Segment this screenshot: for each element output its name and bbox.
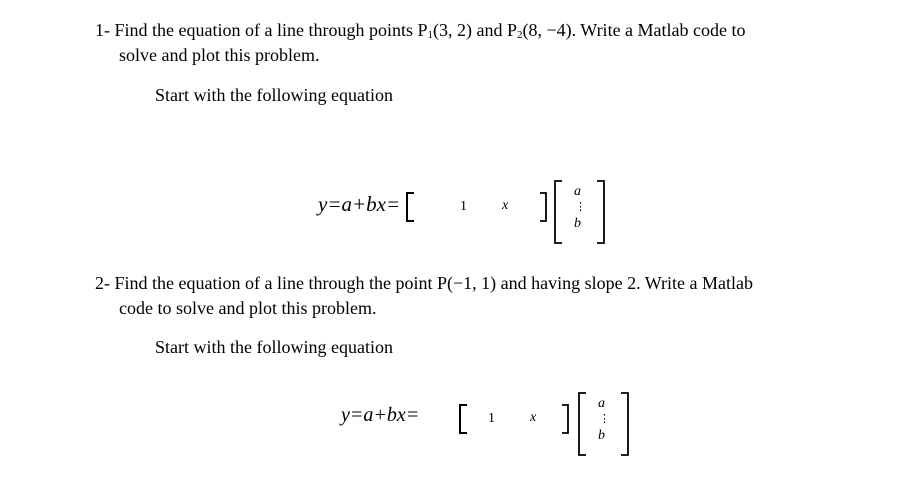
equation-1-b: b <box>574 216 581 231</box>
question-2-text-line1 <box>95 270 875 296</box>
equation-2-one: 1 <box>488 411 495 426</box>
equation-1-a: a <box>574 184 581 199</box>
equation-1-left-bracket <box>403 192 417 222</box>
equation-1-right-bracket <box>538 192 550 222</box>
question-1-number: 1- <box>95 20 110 40</box>
question-2-start-text: Start with the following equation <box>155 337 393 357</box>
equation-1-dots: ⋮ <box>575 201 586 213</box>
equation-1-vector-left-bracket <box>550 180 564 244</box>
equation-2-dots: ⋮ <box>599 413 610 425</box>
equation-1-one: 1 <box>460 199 467 214</box>
equation-2-vector-right-bracket <box>619 392 633 456</box>
question-1-text-a: Find the equation of a line through points P <box>114 20 428 40</box>
question-1-text-b: (3, 2) and P <box>432 20 517 40</box>
equation-2-x: x <box>530 410 537 425</box>
equation-1 <box>318 180 628 250</box>
equation-2 <box>341 392 651 462</box>
question-2-text-line2: code to solve and plot this problem. <box>119 298 377 318</box>
question-1-start-text: Start with the following equation <box>155 85 393 105</box>
equation-1-vector-right-bracket <box>595 180 609 244</box>
equation-1-lhs: y=a+bx= <box>318 192 401 216</box>
equation-2-lhs: y=a+bx= <box>341 404 420 426</box>
question-2-number: 2- <box>95 273 110 293</box>
equation-1-x: x <box>502 198 509 213</box>
equation-2-right-bracket <box>560 404 572 434</box>
equation-2-b: b <box>598 428 605 443</box>
p1-subscript: 1 <box>427 29 433 41</box>
question-1-text-c: (8, −4). Write a Matlab code to <box>522 20 746 40</box>
question-1-text-line2: solve and plot this problem. <box>119 45 320 65</box>
equation-2-left-bracket <box>456 404 470 434</box>
equation-2-vector-left-bracket <box>574 392 588 456</box>
question-2-text: Find the equation of a line through the point P(−1, 1) and having slope 2. Write a Matlab <box>114 273 753 293</box>
equation-2-a: a <box>598 396 605 411</box>
p2-subscript: 2 <box>516 29 523 41</box>
